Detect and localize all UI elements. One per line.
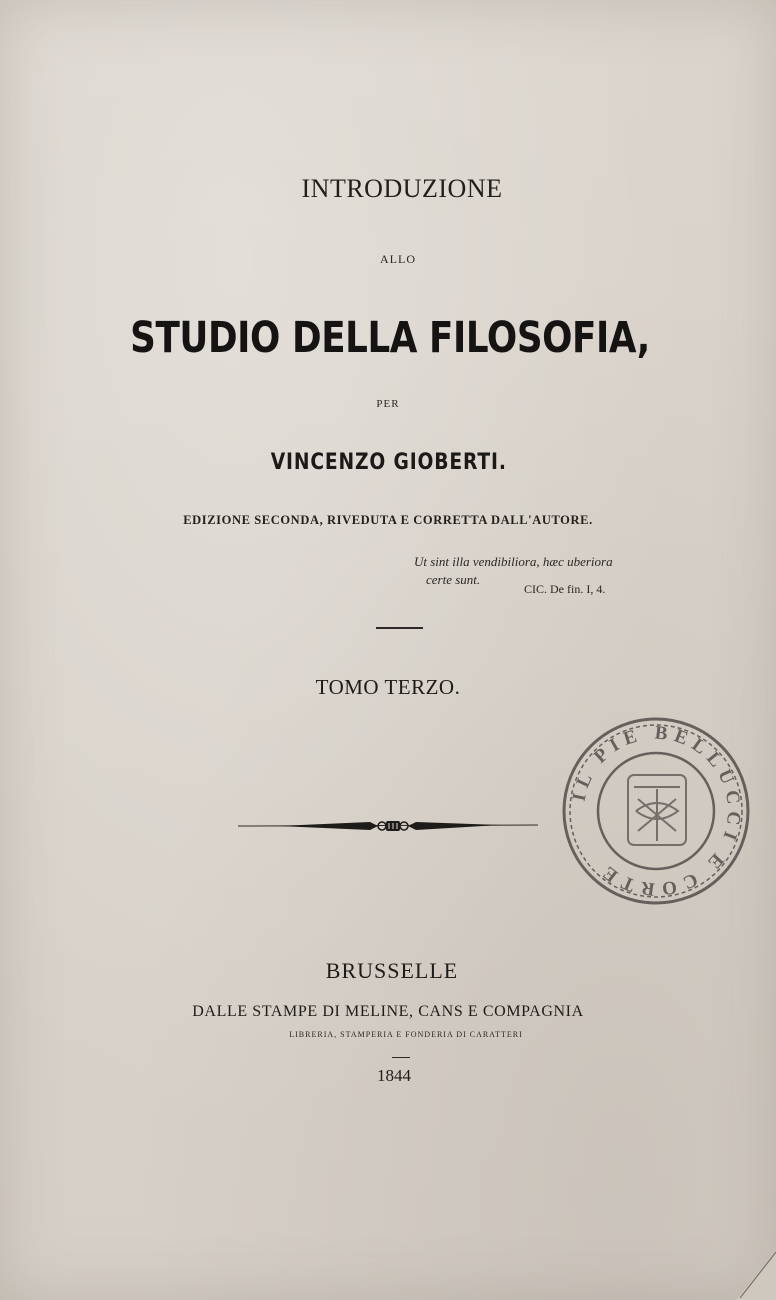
author-name: VINCENZO GIOBERTI. xyxy=(270,450,507,475)
divider-rule xyxy=(376,627,423,629)
imprint-publisher: DALLE STAMPE DI MELINE, CANS E COMPAGNIA xyxy=(192,1003,584,1020)
imprint-year: 1844 xyxy=(377,1066,411,1085)
by-word: PER xyxy=(376,398,400,410)
volume-label: TOMO TERZO. xyxy=(315,675,461,699)
book-title: STUDIO DELLA FILOSOFIA, xyxy=(130,313,650,363)
edition-statement: EDIZIONE SECONDA, RIVEDUTA E CORRETTA DALL'AUTORE. xyxy=(183,513,593,527)
epigraph-citation: CIC. De fin. I, 4. xyxy=(524,582,606,596)
intro-heading: INTRODUZIONE xyxy=(301,174,503,203)
library-stamp-icon xyxy=(558,713,754,909)
stamp-text: IL PIE BELLUCCI E CORTE xyxy=(568,722,745,900)
epigraph-line-2: certe sunt. xyxy=(426,572,481,587)
ornament-divider-icon xyxy=(238,812,538,840)
connector-word: ALLO xyxy=(380,252,416,266)
epigraph-line-1: Ut sint illa vendibiliora, hæc uberiora xyxy=(414,554,613,569)
imprint-city: BRUSSELLE xyxy=(325,958,459,983)
imprint-rule xyxy=(392,1057,410,1058)
imprint-publisher-sub: LIBRERIA, STAMPERIA E FONDERIA DI CARATTERI xyxy=(289,1030,523,1039)
page-corner-crease xyxy=(736,1250,776,1300)
